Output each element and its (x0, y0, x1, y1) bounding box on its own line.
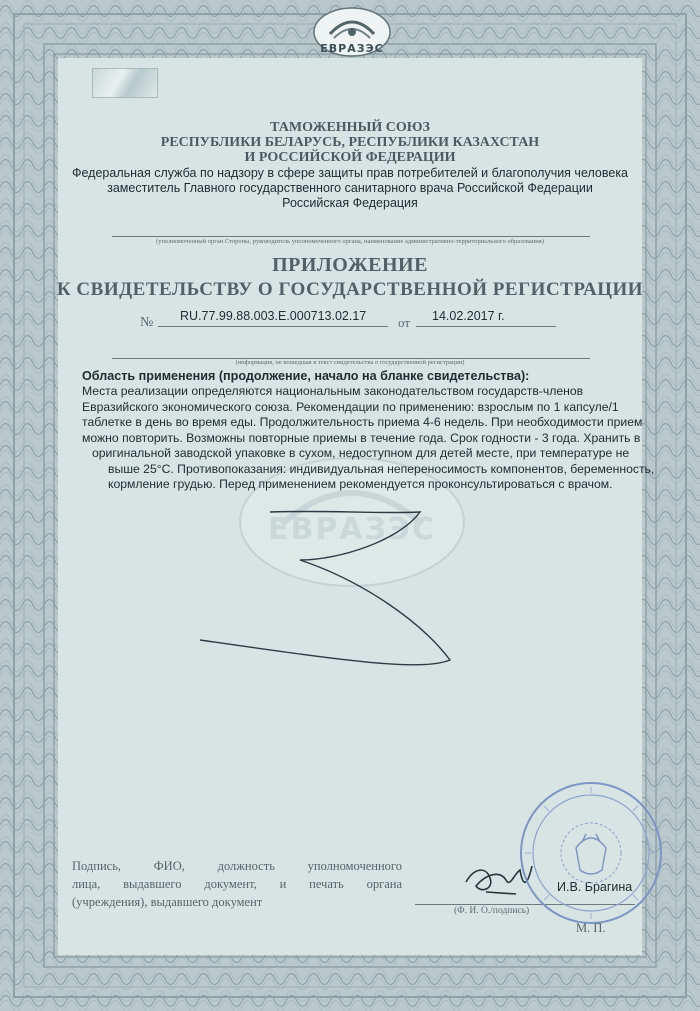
content-line-4: можно повторить. Возможны повторные приемы в течение года. Срок годности - 3 года. Хранить в (82, 431, 641, 445)
signature-label-3: (учреждения), выдавшего документ (72, 895, 263, 909)
content-line-7: кормление грудью. Перед применением рекомендуется проконсультироваться с врачом. (108, 477, 613, 491)
registration-date: 14.02.2017 г. (432, 309, 505, 323)
signer-caption: (Ф. И. О./подпись) (454, 906, 530, 916)
signature-label-1: Подпись, ФИО, должность уполномоченного (72, 859, 402, 873)
date-prefix: от (398, 315, 411, 330)
content-line-6: выше 25°С. Противопоказания: индивидуальная непереносимость компонентов, беременность, (108, 462, 655, 476)
union-line-3: И РОССИЙСКОЙ ФЕДЕРАЦИИ (244, 150, 456, 165)
content-line-5: оригинальной заводской упаковке в сухом, недоступном для детей месте, при температуре не (92, 446, 630, 460)
appendix-subtitle: К СВИДЕТЕЛЬСТВУ О ГОСУДАРСТВЕННОЙ РЕГИСТРАЦИИ (56, 279, 644, 300)
union-line-2: РЕСПУБЛИКИ БЕЛАРУСЬ, РЕСПУБЛИКИ КАЗАХСТАН (160, 135, 540, 150)
authority-line-3: Российская Федерация (282, 196, 418, 210)
registration-number: RU.77.99.88.003.E.000713.02.17 (180, 309, 367, 323)
watermark-text: ЕВРАЗЭС (268, 512, 436, 547)
union-line-1: ТАМОЖЕННЫЙ СОЮЗ (270, 120, 430, 135)
signature-label-2: лица, выдавшего документ, и печать органа (72, 877, 402, 891)
authority-line-1: Федеральная служба по надзору в сфере защиты прав потребителей и благополучия человека (71, 166, 629, 180)
content-line-2: Евразийского экономического союза. Рекомендации по применению: взрослым по 1 капсуле/1 (82, 400, 619, 414)
authority-line-2: заместитель Главного государственного санитарного врача Российской Федерации (107, 181, 593, 195)
content-line-3: таблетке в день во время еды. Продолжительность приема 4-6 недель. При необходимости прием (82, 415, 643, 429)
content-line-1: Места реализации определяются национальным законодательством государств-членов (82, 384, 584, 398)
official-stamp (516, 778, 666, 928)
info-caption: (информация, не вошедшая в текст свидетельства о государственной регистрации) (235, 359, 465, 366)
seal-mark: М. П. (576, 921, 606, 935)
authority-caption: (уполномоченный орган Стороны, руководитель уполномоченного органа, наименование административно-территориального образования) (156, 238, 544, 245)
appendix-title: ПРИЛОЖЕНИЕ (272, 254, 428, 276)
number-prefix: № (140, 315, 154, 330)
signer-name: И.В. Брагина (557, 880, 633, 894)
logo-text: ЕВРАЗЭС (320, 42, 384, 55)
content-heading: Область применения (продолжение, начало на бланке свидетельства): (82, 369, 530, 383)
